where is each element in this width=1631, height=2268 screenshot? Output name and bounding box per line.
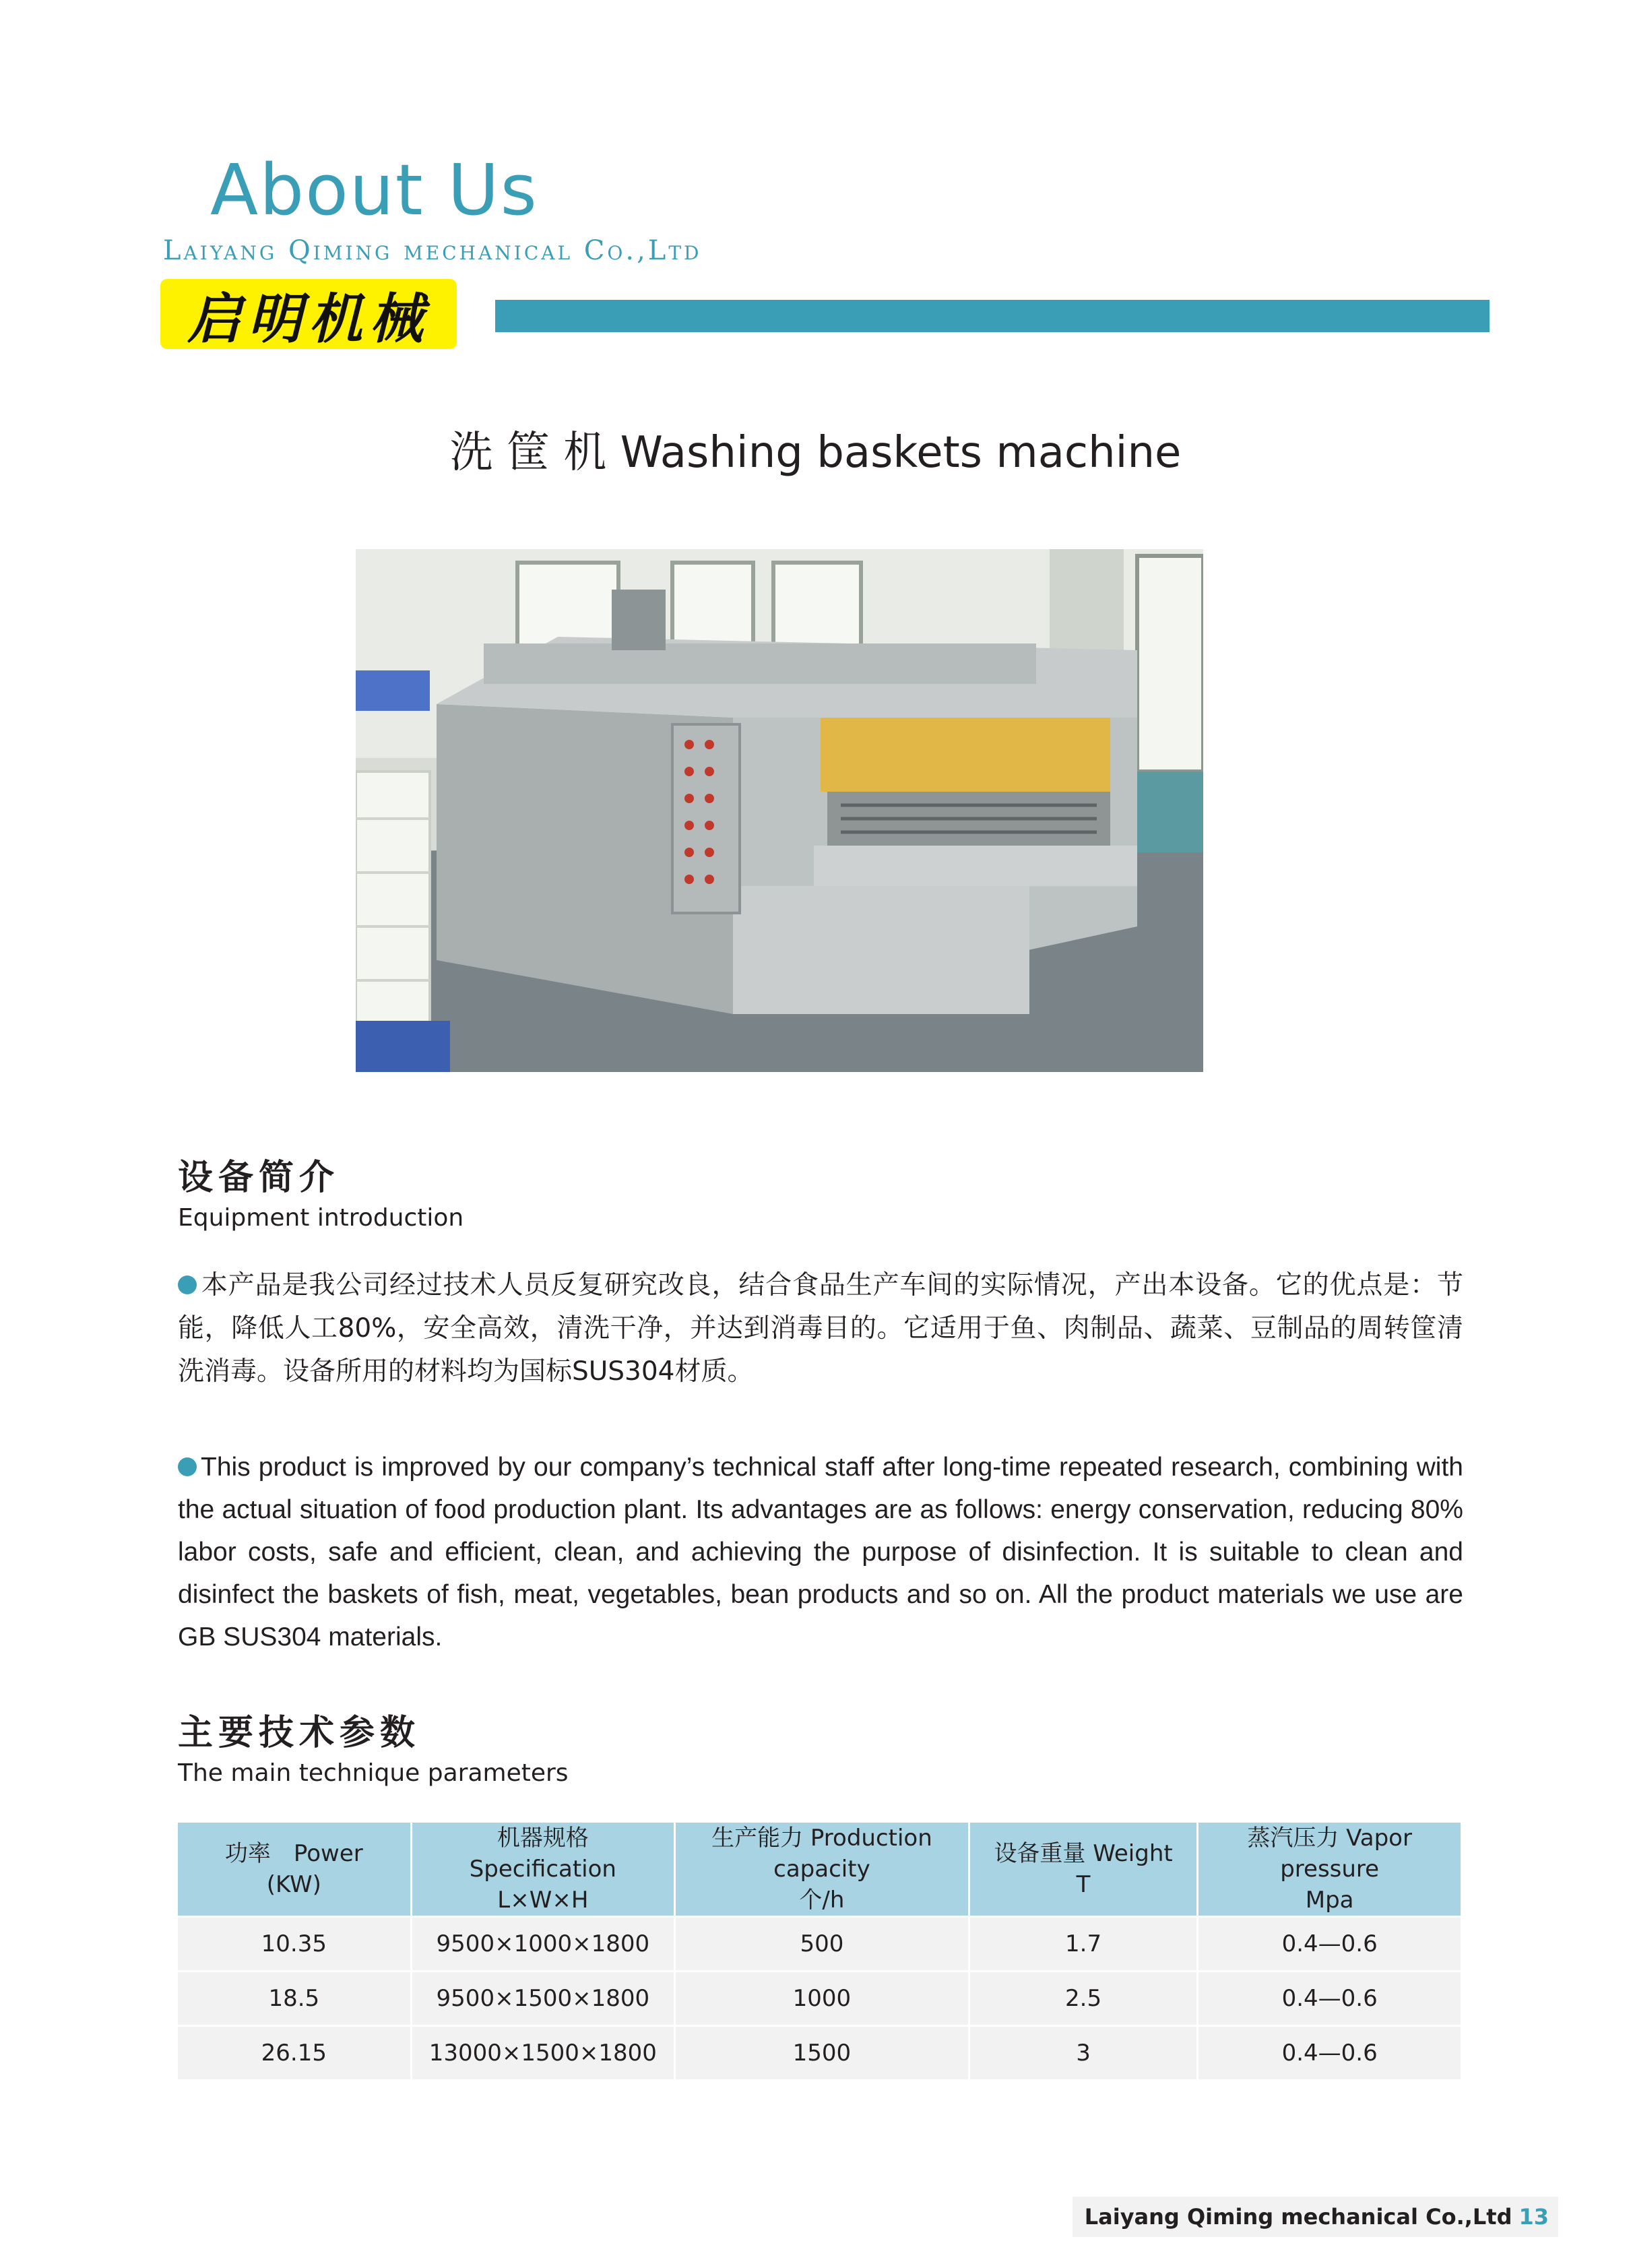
table-cell: 3 [969,2026,1197,2080]
page-number: 13 [1518,2204,1549,2230]
params-heading-cn: 主要技术参数 [178,1713,421,1753]
table-header-cell: 蒸汽压力 Vapor pressure Mpa [1198,1823,1461,1917]
table-cell: 2.5 [969,1972,1197,2026]
intro-paragraph-cn [178,1264,1463,1393]
table-cell: 1500 [675,2026,969,2080]
page-footer [1073,2197,1558,2237]
table-header-cell: 生产能力 Production capacity 个/h [675,1823,969,1917]
table-row [178,2026,1461,2080]
table-header-cell: 设备重量 Weight T [969,1823,1197,1917]
footer-company-name: Laiyang Qiming mechanical Co.,Ltd [1084,2204,1512,2230]
table-cell: 1.7 [969,1917,1197,1972]
table-cell: 18.5 [178,1972,411,2026]
table-header-cell: 机器规格 Specification L×W×H [411,1823,674,1917]
table-cell: 10.35 [178,1917,411,1972]
table-row [178,1917,1461,1972]
brand-logo-badge [160,279,457,349]
about-us-title: About Us [210,149,538,231]
table-row [178,1972,1461,2026]
intro-heading-en: Equipment introduction [178,1204,464,1232]
header-accent-bar [495,300,1490,332]
table-cell: 1000 [675,1972,969,2026]
bullet-icon [178,1275,197,1294]
params-heading-en: The main technique parameters [178,1759,569,1787]
table-cell: 13000×1500×1800 [411,2026,674,2080]
brand-name-cn: 启明机械 [187,286,430,350]
company-name-en: Laiyang Qiming mechanical Co.,Ltd [163,235,702,266]
bullet-icon [178,1457,197,1476]
intro-text-en: This product is improved by our company’s technical staff after long-time repeated research, combining with the actual situation of food production plant. Its advantages are as follows: energy conservation, reducing 80% labor costs, safe and efficient, clean, and achieving the purpose of disinfection. It is suitable to clean and disinfect the baskets of fish, meat, vegetables, bean products and so on. All the product materials we use are GB SUS304 materials. [178,1453,1463,1651]
intro-text-cn: 本产品是我公司经过技术人员反复研究改良，结合食品生产车间的实际情况，产出本设备。它的优点是：节能，降低人工80%，安全高效，清洗干净，并达到消毒目的。它适用于鱼、肉制品、蔬菜、豆制品的周转筐清洗消毒。设备所用的材料均为国标SUS304材质。 [178,1270,1463,1387]
table-header-row [178,1823,1461,1917]
parameters-table [178,1823,1461,2079]
product-title: 洗 筐 机 Washing baskets machine [449,428,1182,478]
intro-paragraph-en [178,1446,1463,1658]
table-cell: 9500×1000×1800 [411,1917,674,1972]
table-header-cell: 功率 Power (KW) [178,1823,411,1917]
table-cell: 9500×1500×1800 [411,1972,674,2026]
table-cell: 0.4—0.6 [1198,1917,1461,1972]
intro-heading-cn: 设备简介 [178,1158,340,1198]
table-cell: 26.15 [178,2026,411,2080]
table-cell: 0.4—0.6 [1198,2026,1461,2080]
table-cell: 0.4—0.6 [1198,1972,1461,2026]
product-photo [356,549,1203,1072]
table-cell: 500 [675,1917,969,1972]
